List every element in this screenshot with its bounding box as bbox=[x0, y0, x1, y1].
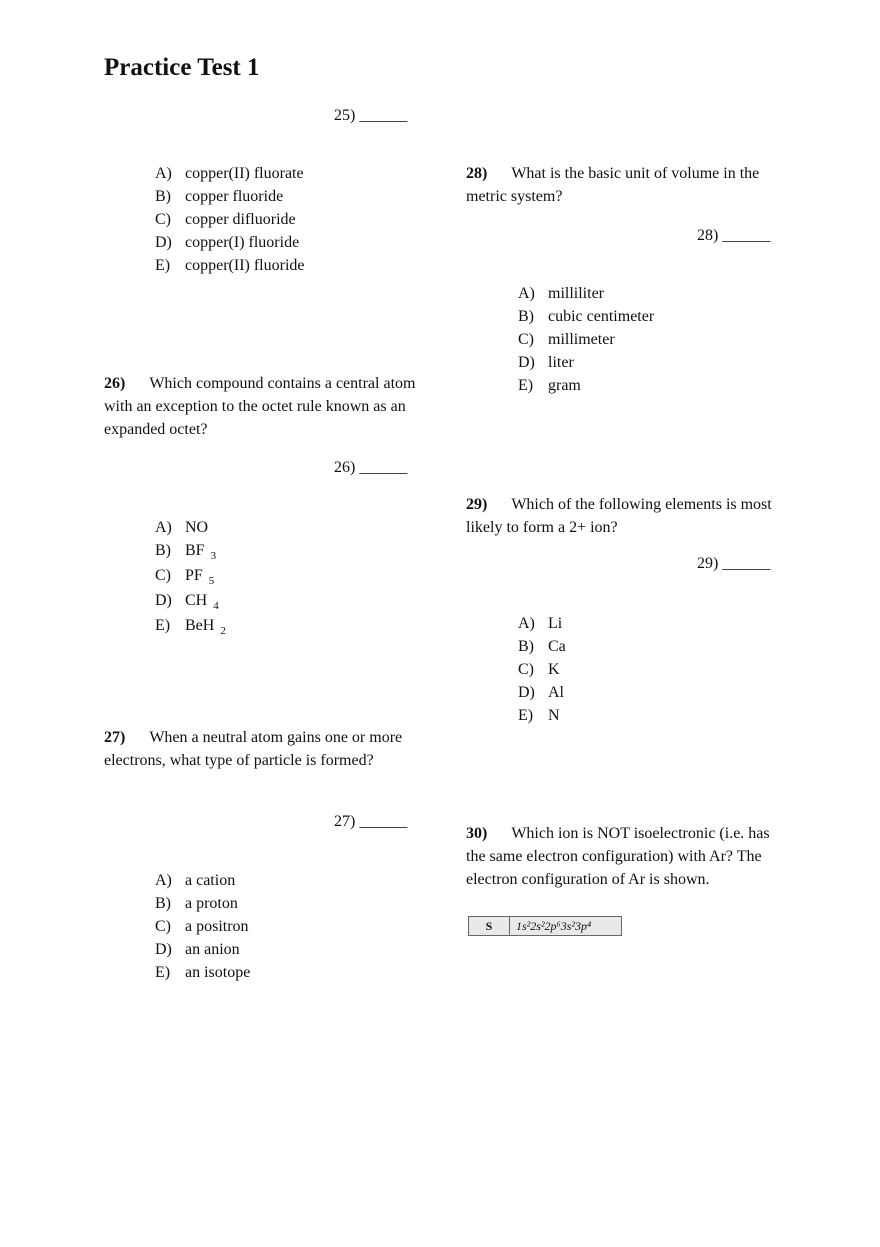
question-text-28: What is the basic unit of volume in the metric system? bbox=[466, 165, 760, 205]
question-number-28: 28) bbox=[466, 165, 488, 182]
answer-blank-28[interactable]: 28) ______ bbox=[697, 227, 771, 244]
question-number-29: 29) bbox=[466, 496, 488, 513]
question-text-26: Which compound contains a central atom with an exception to the octet rule known as an expanded octet? bbox=[104, 375, 416, 438]
question-number-27: 27) bbox=[104, 729, 126, 746]
option-26-a[interactable]: A) NO bbox=[155, 519, 209, 536]
option-29-a[interactable]: A) Li bbox=[518, 615, 563, 632]
option-28-d[interactable]: D) liter bbox=[518, 354, 574, 371]
answer-blank-29[interactable]: 29) ______ bbox=[697, 555, 771, 572]
question-text-30: Which ion is NOT isoelectronic (i.e. has the same electron configuration) with Ar? The electron configuration of Ar is shown. bbox=[466, 825, 770, 888]
question-28 bbox=[466, 162, 786, 208]
answer-blank-26[interactable]: 26) ______ bbox=[334, 459, 408, 476]
option-25-a[interactable]: A) copper(II) fluorate bbox=[155, 165, 304, 182]
options-q27 bbox=[155, 869, 250, 984]
options-q29 bbox=[518, 612, 566, 727]
option-25-c[interactable]: C) copper difluoride bbox=[155, 211, 296, 228]
question-number-26: 26) bbox=[104, 375, 126, 392]
option-26-e[interactable]: E) BeH $_2$ bbox=[155, 617, 226, 637]
options-q26 bbox=[155, 516, 226, 639]
question-text-29: Which of the following elements is most likely to form a 2+ ion? bbox=[466, 496, 772, 536]
option-25-b[interactable]: B) copper fluoride bbox=[155, 188, 284, 205]
question-27 bbox=[104, 726, 414, 772]
config-symbol: S bbox=[469, 917, 510, 935]
question-number-30: 30) bbox=[466, 825, 488, 842]
option-29-e[interactable]: E) N bbox=[518, 707, 560, 724]
option-29-d[interactable]: D) Al bbox=[518, 684, 564, 701]
option-26-c[interactable]: C) PF $_5$ bbox=[155, 567, 215, 587]
electron-configuration-table bbox=[468, 916, 622, 936]
options-q28 bbox=[518, 282, 654, 397]
option-29-c[interactable]: C) K bbox=[518, 661, 560, 678]
options-q25 bbox=[155, 162, 305, 277]
answer-blank-25[interactable]: 25) ______ bbox=[334, 107, 408, 124]
question-26 bbox=[104, 372, 424, 441]
answer-blank-27[interactable]: 27) ______ bbox=[334, 813, 408, 830]
option-28-c[interactable]: C) millimeter bbox=[518, 331, 615, 348]
option-27-e[interactable]: E) an isotope bbox=[155, 964, 251, 981]
option-29-b[interactable]: B) Ca bbox=[518, 638, 566, 655]
option-28-a[interactable]: A) milliliter bbox=[518, 285, 604, 302]
config-value: 1s²2s²2p⁶3s²3p⁴ bbox=[516, 919, 592, 933]
page-title: Practice Test 1 bbox=[104, 54, 260, 81]
option-26-d[interactable]: D) CH $_4$ bbox=[155, 592, 219, 612]
option-25-d[interactable]: D) copper(I) fluoride bbox=[155, 234, 300, 251]
option-27-b[interactable]: B) a proton bbox=[155, 895, 238, 912]
option-28-e[interactable]: E) gram bbox=[518, 377, 581, 394]
option-28-b[interactable]: B) cubic centimeter bbox=[518, 308, 655, 325]
option-27-c[interactable]: C) a positron bbox=[155, 918, 249, 935]
question-30 bbox=[466, 822, 786, 891]
option-27-a[interactable]: A) a cation bbox=[155, 872, 236, 889]
option-27-d[interactable]: D) an anion bbox=[155, 941, 240, 958]
option-25-e[interactable]: E) copper(II) fluoride bbox=[155, 257, 305, 274]
question-29 bbox=[466, 493, 786, 539]
question-text-27: When a neutral atom gains one or more electrons, what type of particle is formed? bbox=[104, 729, 403, 769]
option-26-b[interactable]: B) BF $_3$ bbox=[155, 542, 217, 562]
